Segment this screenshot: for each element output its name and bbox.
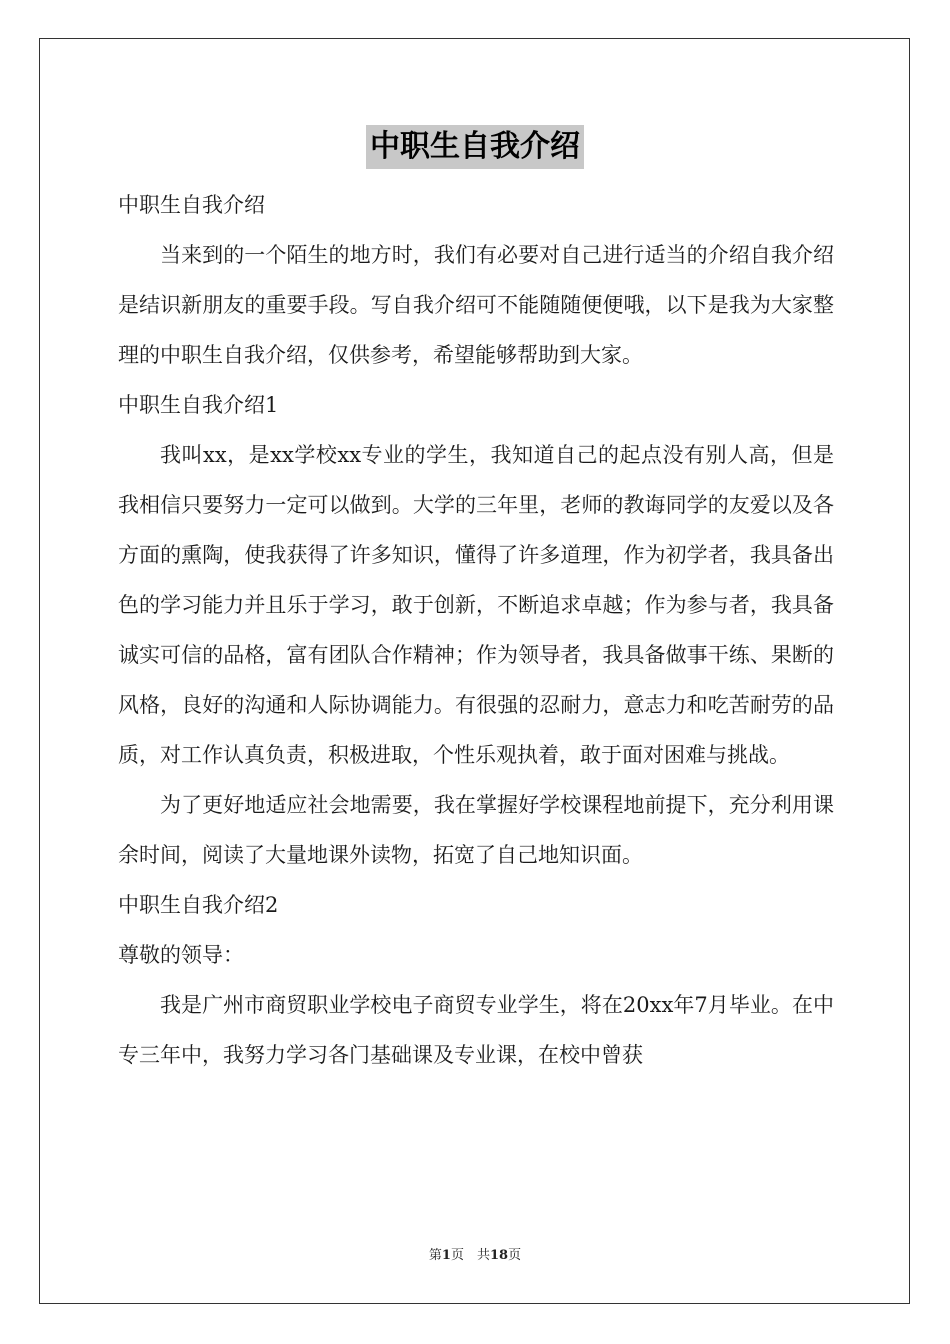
footer-mid: 页 共 (450, 1248, 490, 1263)
title-area (0, 125, 950, 169)
footer-suffix: 页 (508, 1248, 522, 1263)
section-1-heading: 中职生自我介绍1 (118, 393, 279, 417)
footer-total-pages: 18 (489, 1248, 509, 1263)
document-title: 中职生自我介绍 (366, 125, 584, 169)
subtitle: 中职生自我介绍 (118, 193, 265, 217)
footer-page-number: 1 (441, 1248, 451, 1263)
salutation: 尊敬的领导： (118, 943, 244, 967)
section-1-paragraph-2: 为了更好地适应社会地需要，我在掌握好学校课程地前提下，充分利用课余时间，阅读了大量地课外读物，拓宽了自己地知识面。 (118, 793, 834, 867)
section-1-paragraph-1: 我叫xx，是xx学校xx专业的学生，我知道自己的起点没有别人高，但是我相信只要努力一定可以做到。大学的三年里，老师的教诲同学的友爱以及各方面的熏陶，使我获得了许多知识，懂得了许多道理，作为初学者，我具备出色的学习能力并且乐于学习，敢于创新，不断追求卓越；作为参与者，我具备诚实可信的品格，富有团队合作精神；作为领导者，我具备做事干练、果断的风格，良好的沟通和人际协调能力。有很强的忍耐力，意志力和吃苦耐劳的品质，对工作认真负责，积极进取，个性乐观执着，敢于面对困难与挑战。 (118, 443, 834, 767)
page-footer (0, 1246, 950, 1266)
section-2-heading: 中职生自我介绍2 (118, 893, 279, 917)
section-2-paragraph-1: 我是广州市商贸职业学校电子商贸专业学生，将在20xx年7月毕业。在中专三年中，我努力学习各门基础课及专业课，在校中曾获 (118, 993, 834, 1067)
document-body (118, 180, 834, 1080)
intro-paragraph: 当来到的一个陌生的地方时，我们有必要对自己进行适当的介绍自我介绍是结识新朋友的重要手段。写自我介绍可不能随随便便哦，以下是我为大家整理的中职生自我介绍，仅供参考，希望能够帮助到大家。 (118, 243, 834, 367)
footer-prefix: 第 (428, 1248, 442, 1263)
